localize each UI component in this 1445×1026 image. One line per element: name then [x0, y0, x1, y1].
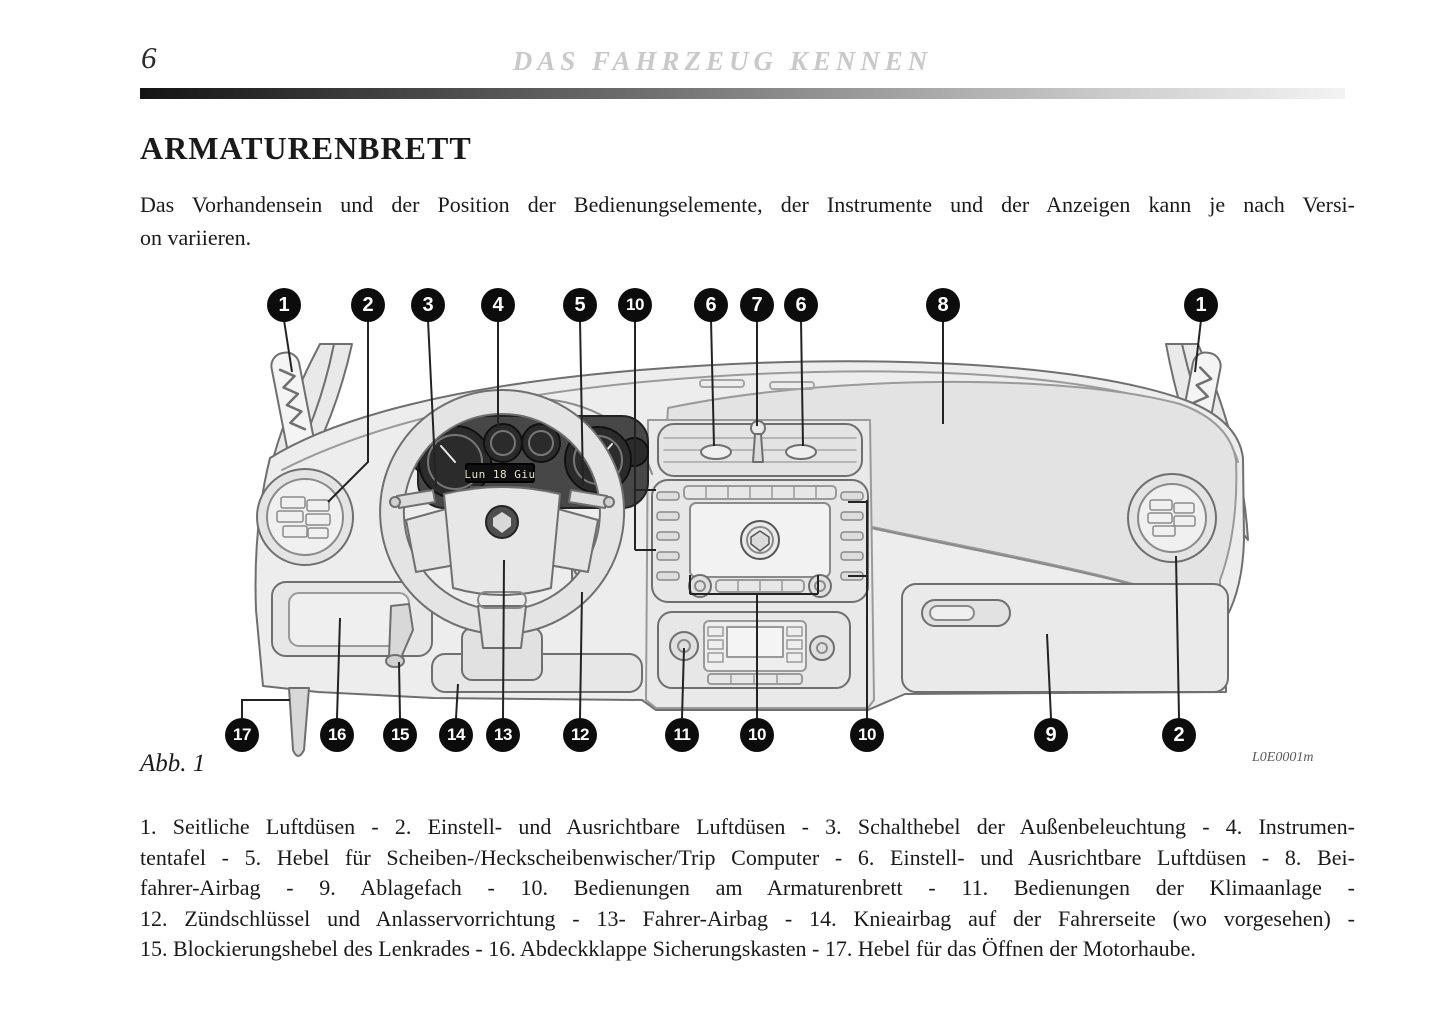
callout-top-1: 1 — [267, 288, 301, 322]
callout-top-6b: 6 — [784, 288, 818, 322]
callout-top-3: 3 — [411, 288, 445, 322]
callout-bottom-9: 9 — [1034, 718, 1068, 752]
legend-line-2: tentafel - 5. Hebel für Scheiben-/Heckscheibenwischer/Trip Computer - 6. Einstell- und Ausrichtbare Luftdüsen - 8. Bei- — [140, 844, 1355, 870]
chapter-header: DAS FAHRZEUG KENNEN — [512, 46, 933, 76]
callout-top-7: 7 — [740, 288, 774, 322]
callout-bottom-10b: 10 — [850, 718, 884, 752]
climate-panel — [658, 612, 850, 688]
section-title: ARMATURENBRETT — [140, 130, 472, 166]
center-vents — [658, 421, 862, 476]
steering-wheel-logo — [486, 506, 518, 538]
callout-bottom-15: 15 — [383, 718, 417, 752]
radio-unit — [652, 480, 868, 602]
page-number: 6 — [141, 40, 157, 75]
callout-bottom-13: 13 — [486, 718, 520, 752]
figure-caption: Abb. 1 — [140, 750, 206, 777]
legend-line-5: 15. Blockierungshebel des Lenkrades - 16. Abdeckklappe Sicherungskasten - 17. Hebel für das Öffnen der Motorhaube. — [140, 936, 1196, 961]
callout-bottom-14: 14 — [439, 718, 473, 752]
callout-bottom-16: 16 — [320, 718, 354, 752]
figure-code: L0E0001m — [1252, 750, 1314, 765]
cluster-display: Lun 18 Giu — [464, 468, 536, 481]
legend-line-4: 12. Zündschlüssel und Anlasservorrichtung - 13- Fahrer-Airbag - 14. Knieairbag auf der Fahrerseite (wo vorgesehen) - — [140, 905, 1355, 931]
callout-bottom-17: 17 — [225, 718, 259, 752]
callout-bottom-11: 11 — [665, 718, 699, 752]
lancia-logo — [741, 521, 779, 559]
callout-top-5: 5 — [563, 288, 597, 322]
callout-top-6a: 6 — [694, 288, 728, 322]
intro-line-2: on variieren. — [140, 225, 252, 250]
figure-legend — [140, 812, 1355, 965]
callout-bottom-10a: 10 — [740, 718, 774, 752]
intro-line-1: Das Vorhandensein und der Position der Bedienungselemente, der Instrumente und der Anzeigen kann je nach Versi- — [140, 192, 1355, 217]
left-round-vent — [257, 469, 353, 565]
right-round-vent — [1128, 474, 1216, 562]
callout-top-1r: 1 — [1184, 288, 1218, 322]
center-stack — [646, 420, 874, 708]
callout-bottom-12: 12 — [563, 718, 597, 752]
legend-line-3: fahrer-Airbag - 9. Ablagefach - 10. Bedienungen am Armaturenbrett - 11. Bedienungen der Klimaanlage - — [140, 875, 1355, 900]
legend-line-1: 1. Seitliche Luftdüsen - 2. Einstell- und Ausrichtbare Luftdüsen - 3. Schalthebel der Außenbeleuchtung - 4. Instrumen- — [140, 814, 1355, 839]
callout-top-4: 4 — [481, 288, 515, 322]
hood-release-lever — [289, 688, 309, 756]
callout-top-10: 10 — [618, 288, 652, 322]
callout-bottom-2: 2 — [1162, 718, 1196, 752]
callout-top-2: 2 — [351, 288, 385, 322]
callout-top-8: 8 — [926, 288, 960, 322]
